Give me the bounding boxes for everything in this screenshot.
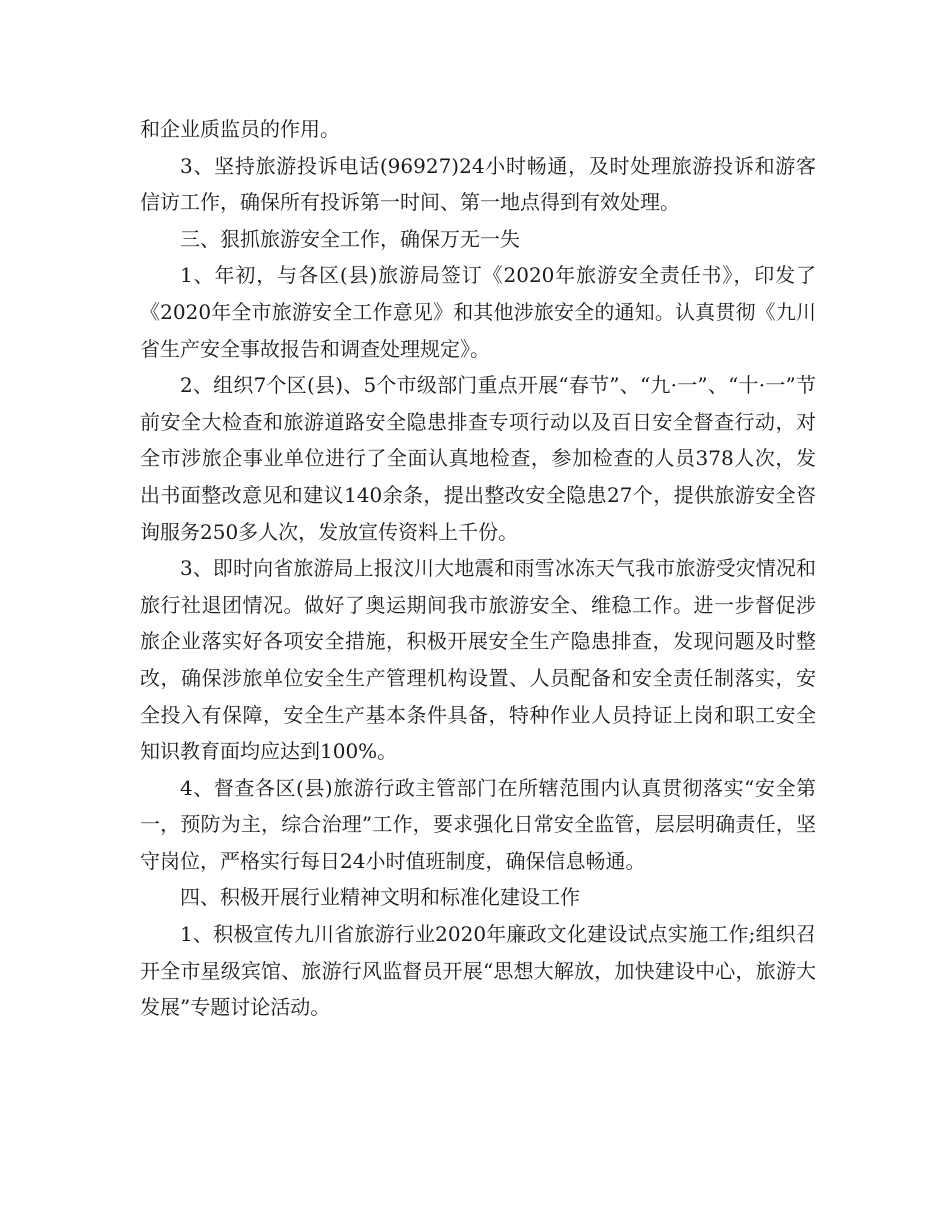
paragraph-safety-1: 1、年初，与各区(县)旅游局签订《2020年旅游安全责任书》，印发了《2020年全市旅游安全工作意见》和其他涉旅安全的通知。认真贯彻《九川省生产安全事故报告和调查处理规定》。 bbox=[140, 263, 816, 361]
document-body bbox=[140, 111, 816, 1026]
paragraph-safety-3: 3、即时向省旅游局上报汶川大地震和雨雪冰冻天气我市旅游受灾情况和旅行社退团情况。做好了奥运期间我市旅游安全、维稳工作。进一步督促涉旅企业落实好各项安全措施，积极开展安全生产隐患排查，发现问题及时整改，确保涉旅单位安全生产管理机构设置、人员配备和安全责任制落实，安全投入有保障，安全生产基本条件具备，特种作业人员持证上岗和职工安全知识教育面均应达到100%。 bbox=[140, 556, 816, 764]
paragraph-safety-2: 2、组织7个区(县)、5个市级部门重点开展“春节”、“九·一”、“十·一”节前安全大检查和旅游道路安全隐患排查专项行动以及百日安全督查行动，对全市涉旅企事业单位进行了全面认真地检查，参加检查的人员378人次，发出书面整改意见和建议140余条，提出整改安全隐患27个，提供旅游安全咨询服务250多人次，发放宣传资料上千份。 bbox=[140, 373, 816, 544]
paragraph-complaint-hotline: 3、坚持旅游投诉电话(96927)24小时畅通，及时处理旅游投诉和游客信访工作，确保所有投诉第一时间、第一地点得到有效处理。 bbox=[140, 153, 816, 215]
paragraph-safety-4: 4、督查各区(县)旅游行政主管部门在所辖范围内认真贯彻落实“安全第一，预防为主，综合治理”工作，要求强化日常安全监管，层层明确责任，坚守岗位，严格实行每日24小时值班制度，确保信息畅通。 bbox=[140, 775, 816, 873]
paragraph-civilization-1: 1、积极宣传九川省旅游行业2020年廉政文化建设试点实施工作;组织召开全市星级宾馆、旅游行风监督员开展“思想大解放，加快建设中心，旅游大发展”专题讨论活动。 bbox=[140, 922, 816, 1020]
section-heading-safety: 三、狠抓旅游安全工作，确保万无一失 bbox=[180, 226, 520, 251]
paragraph-continuation: 和企业质监员的作用。 bbox=[140, 117, 340, 141]
section-heading-civilization: 四、积极开展行业精神文明和标准化建设工作 bbox=[180, 885, 580, 910]
